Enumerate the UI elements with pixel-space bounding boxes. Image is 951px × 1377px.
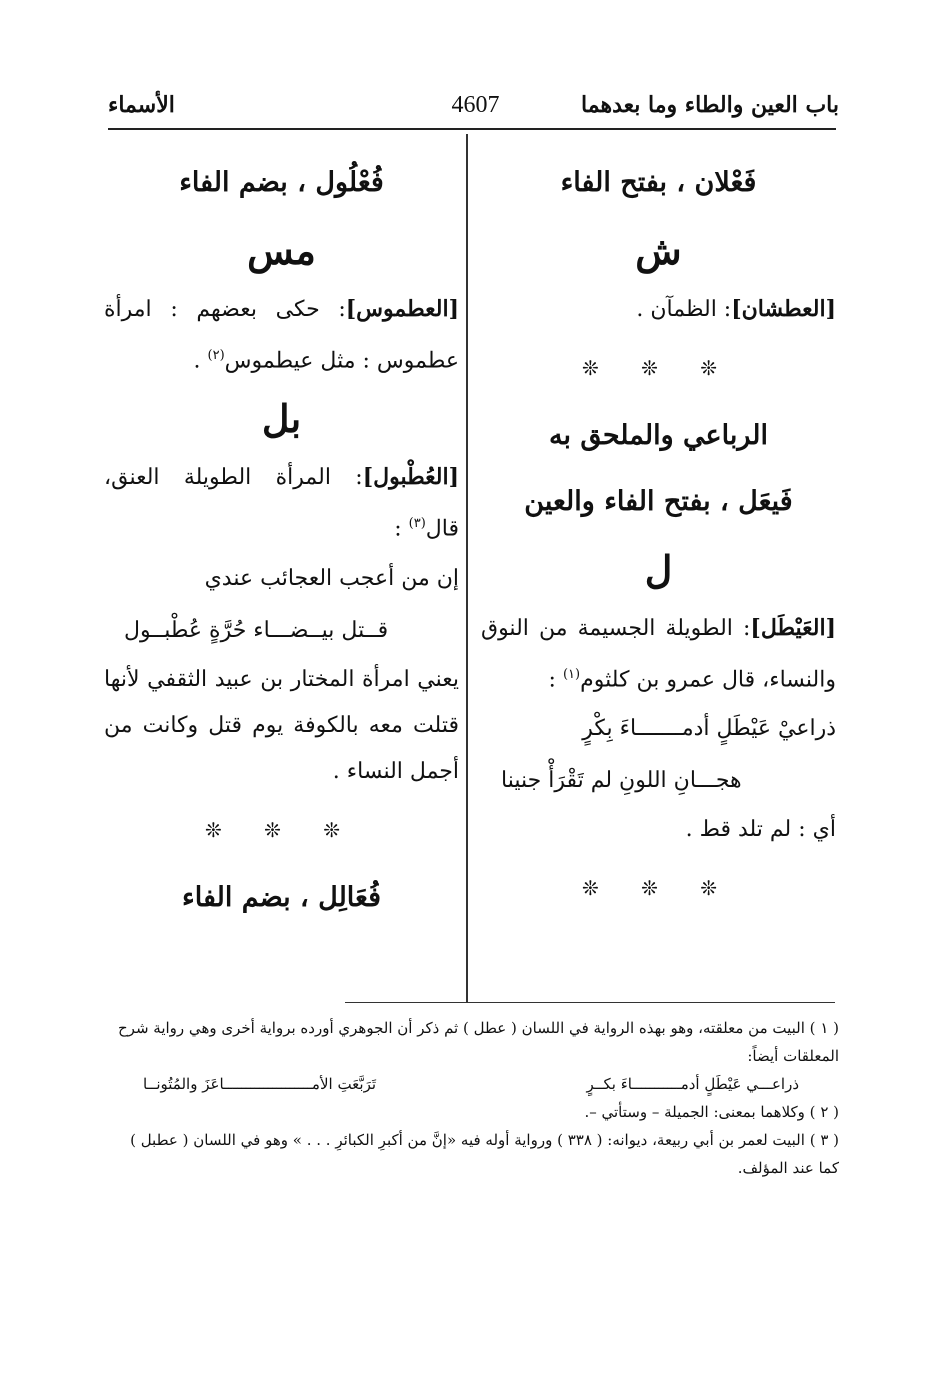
entry-punctuation: : <box>394 516 402 542</box>
entry-note: يعني امرأة المختار بن عبيد الثقفي لأنها قتلت معه بالكوفة يوم قتل وكانت من أجمل النساء . <box>104 666 459 784</box>
footnote-1: ( ١ ) البيت من معلقته، وهو بهذه الرواية في اللسان ( عطل ) ثم ذكر أن الجوهري أورده برواية أخرى وهي رواية شرح المعلقات أيضاً: <box>118 1019 839 1065</box>
running-header-chapter: باب العين والطاء وما بعدهما <box>581 92 839 118</box>
entry-punctuation: . <box>193 348 201 374</box>
dictionary-entry <box>104 286 459 384</box>
entry-term: [العَيْطَل] <box>750 615 836 641</box>
footnote-verse-first: ذراعـــي عَيْطَلٍ أدمـــــــــــاءَ بكــرٍ <box>586 1075 799 1093</box>
verse-second-hemistich: قــتل بيــضـــاء حُرَّةٍ عُطْبــول <box>124 617 389 643</box>
entry-definition: : حكى بعضهم : امرأة عطموس : مثل عيطموس <box>104 297 459 374</box>
header-rule <box>108 128 836 130</box>
footnote-verse-second: تَرَبَّعَتِ الأمــــــــــــــــــــاعَزَ والمُتُونــا <box>143 1075 377 1093</box>
footnote-1-verse <box>111 1070 839 1098</box>
page-number: 4607 <box>451 92 500 118</box>
verse-first-hemistich: ذراعيْ عَيْطَلٍ أدمـــــــاءَ بِكْرٍ <box>582 716 836 742</box>
pattern-heading: فَعْلان ، بفتح الفاء <box>560 167 757 198</box>
footnote-2: ( ٢ ) وكلاهما بمعنى: الجميلة – وستأتي –. <box>584 1103 839 1121</box>
entry-term: [العطشان] <box>731 296 836 322</box>
entry-definition: : الطويلة الجسيمة من النوق والنساء، قال عمرو بن كلثوم <box>481 616 836 693</box>
footnotes <box>111 1014 839 1182</box>
entry-definition: : الظمآن . <box>636 297 732 322</box>
dictionary-entry <box>481 286 836 333</box>
pattern-heading: فُعَالِل ، بضم الفاء <box>182 881 381 913</box>
verse-second-hemistich: هجـــانِ اللونِ لم تَقْرَأْ جنينا <box>501 768 742 794</box>
entry-punctuation: : <box>548 667 556 693</box>
running-header-section: الأسماء <box>108 92 175 118</box>
footnote-rule <box>345 1002 835 1003</box>
entry-definition: : المرأة الطويلة العنق، قال <box>104 465 459 542</box>
dictionary-entry <box>481 605 836 703</box>
pattern-heading: فُعْلُول ، بضم الفاء <box>179 167 384 198</box>
entry-term: [العُطْبول] <box>362 464 459 491</box>
entry-term: [العطموس] <box>345 296 459 322</box>
right-column <box>481 150 836 923</box>
pattern-heading: فَيعَل ، بفتح الفاء والعين <box>524 486 793 517</box>
section-separator: ❊ ❊ ❊ <box>205 817 358 842</box>
section-heading: الرباعي والملحق به <box>548 420 769 451</box>
left-column <box>104 150 459 931</box>
root-letter: ل <box>644 547 673 592</box>
footnote-reference: (١) <box>562 667 581 682</box>
section-separator: ❊ ❊ ❊ <box>582 876 735 901</box>
root-letter: ش <box>635 228 682 273</box>
dictionary-entry <box>104 454 459 552</box>
footnote-reference: (٢) <box>207 348 225 363</box>
entry-note: أي : لم تلد قط . <box>685 817 836 843</box>
verse-first-hemistich: إن من أعجب العجائب عندي <box>204 565 459 591</box>
root-letter: بل <box>261 396 302 442</box>
footnote-reference: (٣) <box>408 516 426 532</box>
root-letter: مس <box>247 228 316 273</box>
section-separator: ❊ ❊ ❊ <box>582 356 735 380</box>
footnote-3: ( ٣ ) البيت لعمر بن أبي ربيعة، ديوانه: ( ٣٣٨ ) ورواية أوله فيه «إنَّ من أكبرِ الكبائرِ . . . » وهو في اللسان ( عطبل ) كما عند المؤلف. <box>130 1131 839 1177</box>
column-divider <box>466 134 468 1002</box>
